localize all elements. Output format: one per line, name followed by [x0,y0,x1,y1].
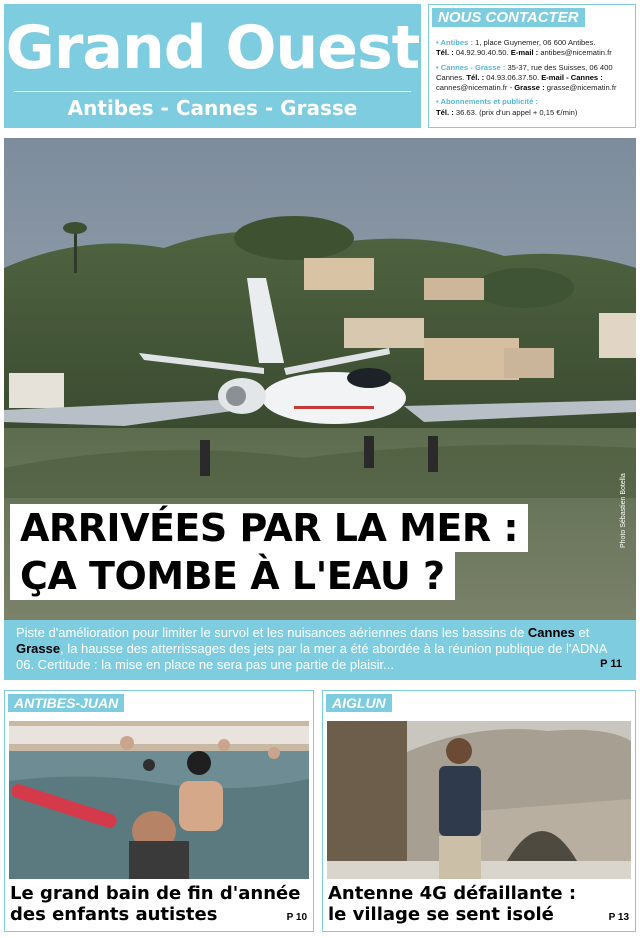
antibes-email-link[interactable]: antibes@nicematin.fr [538,48,612,58]
grasse-email-link[interactable]: grasse@nicematin.fr [544,83,617,93]
pool-photo [9,721,309,884]
story-headline: Antenne 4G défaillante : le village se sent isolé [328,883,577,925]
story-page-ref: P 10 [286,912,307,923]
headline-line-1: ARRIVÉES PAR LA MER : [10,504,528,552]
newspaper-subtitle: Antibes - Cannes - Grasse [67,96,358,120]
bridge-landscape-illustration [327,721,631,879]
swimming-pool-illustration [9,721,309,879]
story-card-antibes[interactable] [4,690,314,932]
contact-body [436,38,631,122]
story-card-aiglun[interactable] [322,690,636,932]
lead-page-ref: P 11 [600,658,622,670]
main-headline[interactable] [10,504,595,600]
contact-box [428,4,636,128]
contact-subscriptions: • Abonnements et publicité : Tél. : 36.63. (prix d'un appel + 0,15 €/min) [436,97,578,117]
section-tag: ANTIBES-JUAN [8,694,124,712]
cannes-email-link[interactable]: cannes@nicematin.fr [436,83,508,93]
photo-credit: Photo Sébastien Botella [620,473,627,548]
village-photo [327,721,631,884]
story-page-ref: P 13 [608,912,629,923]
lead-summary[interactable]: Piste d'amélioration pour limiter le survol et les nuisances aériennes dans les bassins de Cannes et Grasse, la hausse des atterrissages des jets par la mer a été abordée à la réunion publique de l'ADNA 06. Certitude : la mise en place ne sera pas une partie de plaisir... P 11 [4,620,636,680]
contact-cannes-grasse: • Cannes - Grasse : 35-37, rue des Suisses, 06 400 Cannes. Tél. : 04.93.06.37.50. E-mail - Cannes : cannes@nicematin.fr - Grasse : grasse@nicematin.fr [436,62,617,93]
masthead-divider [14,91,411,92]
headline-line-2: ÇA TOMBE À L'EAU ? [10,552,455,600]
contact-antibes: • Antibes : 1, place Guynemer, 06 600 Antibes. Tél. : 04.92.90.40.50. E-mail : antibes@nicematin.fr [436,38,612,58]
masthead [4,4,421,128]
story-headline: Le grand bain de fin d'année des enfants autistes [10,883,301,925]
section-tag: AIGLUN [326,694,392,712]
newspaper-title: Grand Ouest [5,13,420,83]
contact-heading: NOUS CONTACTER [432,8,585,27]
